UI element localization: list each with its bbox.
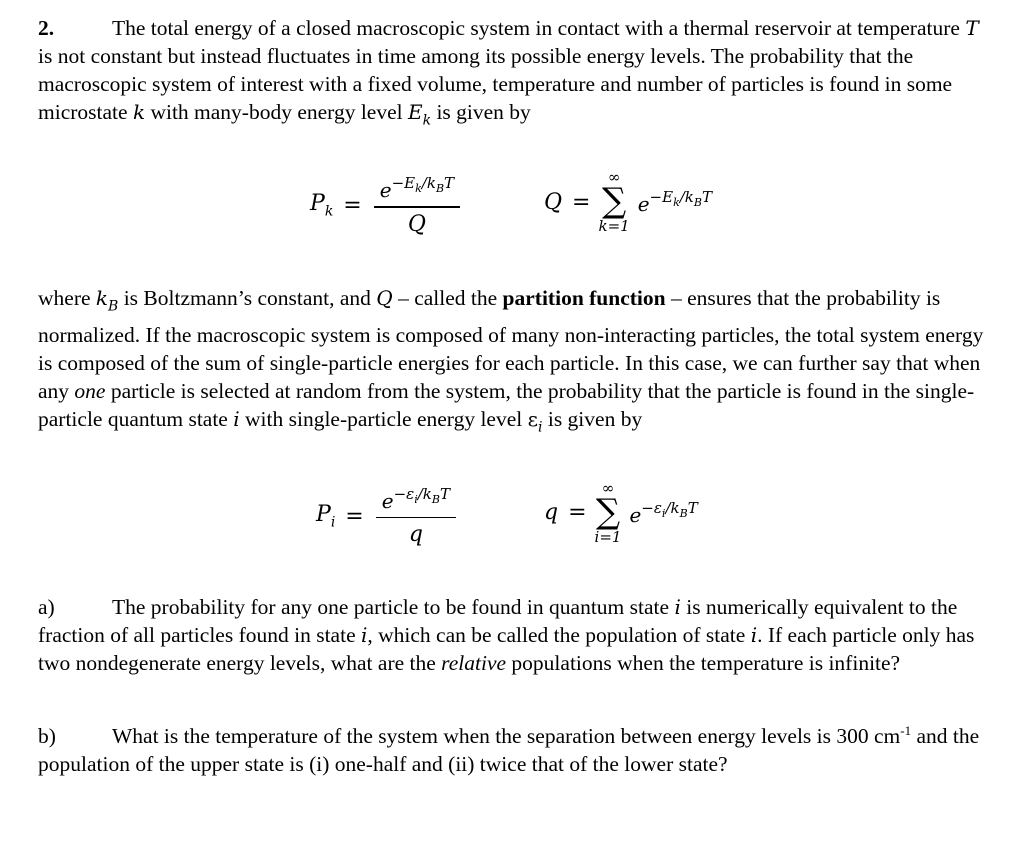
- summation-symbol: ∞ ∑ k=1: [598, 168, 630, 236]
- partition-function-paragraph: where $k_B$ is Boltzmann’s constant, and Q – called the partition function – ensures that the probability is normalized. If the macroscopic system is composed of many non-interacting particles, the total system energy is composed of the sum of single-particle energies for each particle. In this case, we can further say that when any one particle is selected at random from the system, the probability that the particle is found in the single-particle quantum state i with single-particle energy level $\varepsilon_i$ is given by: [38, 286, 984, 435]
- equation-pi: $P_i$ = $\frac{e^{-\varepsilon_i/k_BT}}{q}$: [316, 485, 456, 547]
- part-b-label: b): [38, 723, 56, 748]
- partition-function-term: partition function: [502, 286, 666, 311]
- pk-denominator: Q: [407, 211, 426, 237]
- part-a: a) The probability for any one particle to be found in quantum state i is numerically equivalent to the fraction of all particles found in state i, which can be called the population of state i. If each particle only has two nondegenerate energy levels, what are the relative populations when the temperature is infinite?: [38, 594, 975, 675]
- part-a-label: a): [38, 594, 55, 619]
- problem-number: 2.: [38, 16, 55, 40]
- equation-row-2: [38, 441, 998, 593]
- pi-numerator: $e^{-\varepsilon_i/k_BT}$: [381, 484, 450, 513]
- part-b: b) What is the temperature of the system when the separation between energy levels is 300 $cm^{-1}$ and the population of the upper state is (i) one-half and (ii) twice that of the lower state?: [38, 722, 980, 776]
- equation-partition-Q: Q = ∞ ∑ k=1 $e^{-E_k/k_BT}$: [544, 168, 712, 236]
- pi-denominator: q: [408, 522, 423, 548]
- equation-partition-q: q = ∞ ∑ i=1 $e^{-\varepsilon_i/k_BT}$: [544, 478, 698, 546]
- equation-pk: $P_k$ = $\frac{e^{-E_k/k_BT}}{Q}$: [310, 174, 460, 236]
- problem-page: [38, 14, 998, 778]
- equation-row-1: [38, 134, 998, 284]
- problem-intro: 2. The total energy of a closed macroscopic system in contact with a thermal reservoir at temperature T is not constant but instead fluctuates in time among its possible energy levels. The probability that the macroscopic system of interest with a fixed volume, temperature and number of particles is found in some microstate k with many-body energy level $E_k$ is given by: [38, 16, 979, 129]
- summation-symbol: ∞ ∑ i=1: [594, 478, 622, 546]
- pk-numerator: $e^{-E_k/k_BT}$: [379, 174, 455, 203]
